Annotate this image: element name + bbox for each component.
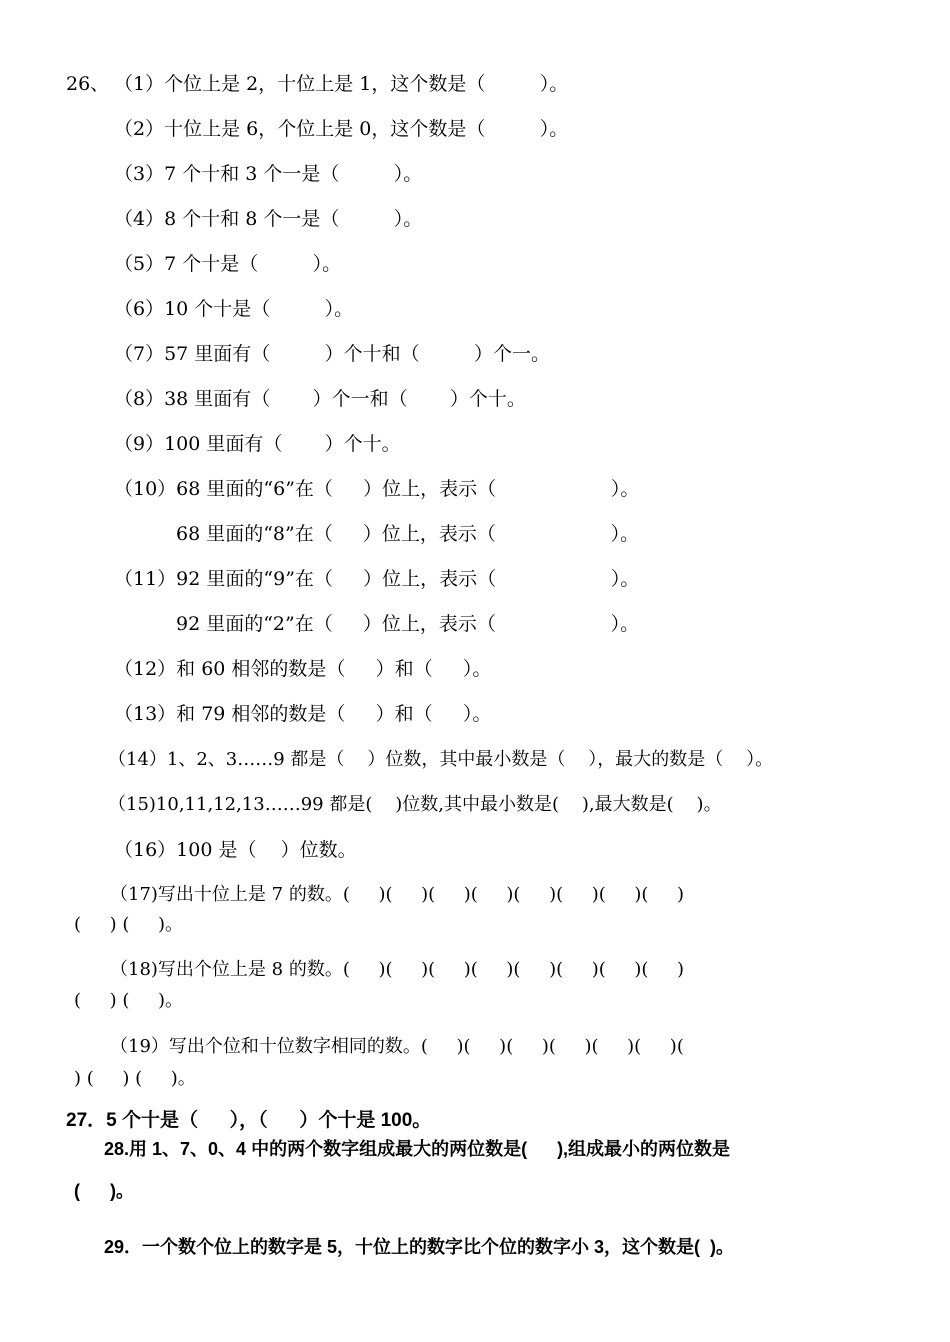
question-26-part-16: （16）100 是（ ）位数。	[114, 839, 357, 861]
question-26-part-3: （3）7 个十和 3 个一是（ ）。	[114, 163, 423, 185]
question-26-part-2: （2）十位上是 6，个位上是 0，这个数是（ ）。	[114, 118, 569, 140]
question-26-part-17-line-2: ( ) ( )。	[74, 914, 184, 935]
question-26-part-1: （1）个位上是 2，十位上是 1，这个数是（ ）。	[114, 73, 569, 95]
question-28-line-2: ( )。	[74, 1181, 134, 1201]
question-26-part-15: （15)10,11,12,13……99 都是( )位数,其中最小数是( ),最大数是( )。	[108, 794, 722, 815]
question-26-part-4: （4）8 个十和 8 个一是（ ）。	[114, 208, 423, 230]
question-26-part-13: （13）和 79 相邻的数是（ ）和（ ）。	[114, 703, 492, 725]
question-26-part-10b: 68 里面的“8”在（ ）位上，表示（ ）。	[176, 523, 640, 545]
question-26-part-10a: （10）68 里面的“6”在（ ）位上，表示（ ）。	[114, 478, 640, 500]
question-26-part-19-line-2: ) ( ) ( )。	[74, 1068, 196, 1089]
question-29: 29．一个数个位上的数字是 5，十位上的数字比个位的数字小 3，这个数是( )。	[104, 1237, 735, 1257]
question-28-line-1: 28.用 1、7、0、4 中的两个数字组成最大的两位数是( ),组成最小的两位数是	[104, 1139, 731, 1159]
question-26-part-11b: 92 里面的“2”在（ ）位上，表示（ ）。	[176, 613, 640, 635]
question-26-part-18-line-2: ( ) ( )。	[74, 990, 184, 1011]
question-26-part-19-line-1: （19）写出个位和十位数字相同的数。( )( )( )( )( )( )(	[110, 1036, 684, 1057]
question-26-part-6: （6）10 个十是（ ）。	[114, 298, 354, 320]
question-26-part-11a: （11）92 里面的“9”在（ ）位上，表示（ ）。	[114, 568, 640, 590]
question-26-part-9: （9）100 里面有（ ）个十。	[114, 433, 401, 455]
question-26-part-8: （8）38 里面有（ ）个一和（ ）个十。	[114, 388, 526, 410]
question-26-part-18-line-1: （18)写出个位上是 8 的数。( )( )( )( )( )( )( )( )	[110, 959, 685, 980]
question-26-part-12: （12）和 60 相邻的数是（ ）和（ ）。	[114, 658, 492, 680]
question-26-part-5: （5）7 个十是（ ）。	[114, 253, 342, 275]
question-26-part-14: （14）1、2、3……9 都是（ ）位数，其中最小数是（ ），最大的数是（ ）。	[108, 749, 774, 770]
question-26-part-7: （7）57 里面有（ ）个十和（ ）个一。	[114, 343, 551, 365]
question-27: 27．5 个十是（ ），（ ）个十是 100。	[66, 1110, 432, 1131]
question-26-part-17-line-1: （17)写出十位上是 7 的数。( )( )( )( )( )( )( )( )	[110, 884, 685, 905]
question-26-number: 26、	[66, 73, 110, 95]
